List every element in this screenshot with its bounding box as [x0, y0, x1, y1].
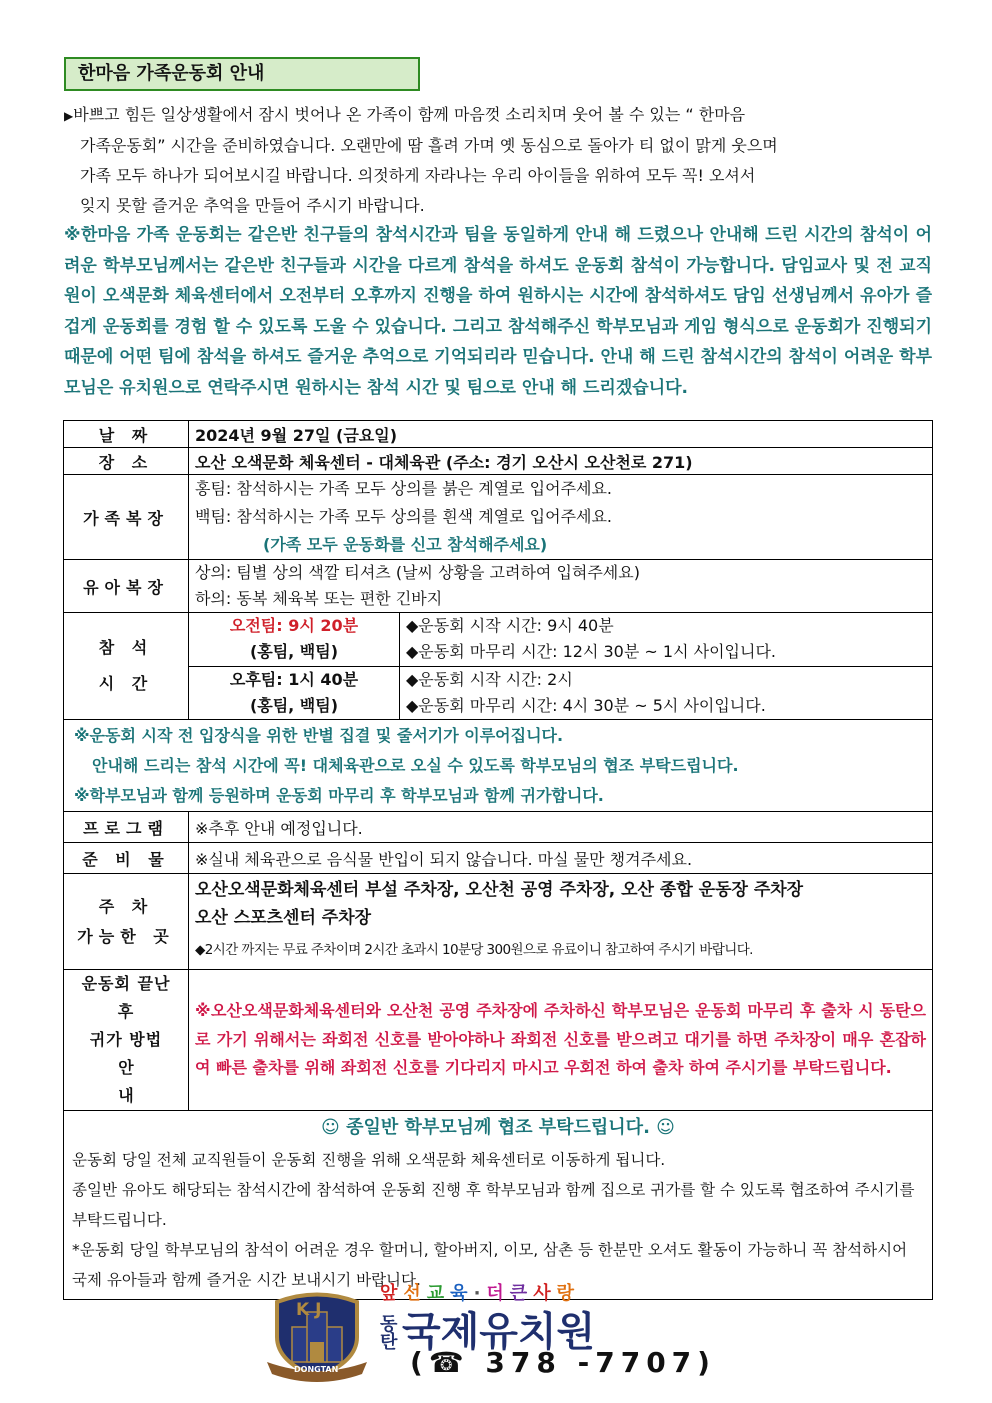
- attendance-note: ※한마음 가족 운동회는 같은반 친구들의 참석시간과 팀을 동일하게 안내 해 드렸으나 안내해 드린 시간의 참석이 어려운 학부모님께서는 같은반 친구들과 시간을 다르게 참석을 하셔도 운동회 참석이 가능합니다. 담임교사 및 전 교직원이 오색문화 체육센터에서 오전부터 오후까지 진행을 하여 원하시는 시간에 참석하셔도 담임 선생님께서 유아가 즐겁게 운동회를 경험 할 수 있도록 도울 수 있습니다. 그리고 참석해주신 학부모님과 게임 형식으로 운동회가 진행되기 때문에 어떤 팀에 참석을 하셔도 즐거운 추억으로 기억되리라 믿습니다. 안내 해 드린 참석시간의 참석이 어려운 학부모님은 유치원으로 연락주시면 원하시는 참석 시간 및 팀으로 안내 해 드리겠습니다.: [64, 225, 932, 398]
- slogan-char: 육: [450, 1283, 474, 1304]
- arrow-icon: ▶: [64, 109, 74, 123]
- notice-line-1: ※운동회 시작 전 입장식을 위한 반별 집결 및 줄서기가 이루어집니다.: [74, 725, 564, 745]
- kindergarten-name: 동 탄 국제유치원: [380, 1309, 596, 1355]
- pm-start: ◆운동회 시작 시간: 2시: [406, 669, 573, 689]
- intro-paragraph: [64, 100, 932, 221]
- parking-label: 주 차 가능한 곳: [64, 874, 189, 970]
- slogan-char: 더: [486, 1283, 510, 1304]
- slogan-char: 선: [403, 1283, 427, 1304]
- slogan-char: 랑: [556, 1283, 580, 1304]
- intro-line-4: 잊지 못할 즐거운 추억을 만들어 주시기 바랍니다.: [80, 196, 425, 215]
- am-team: 오전팀: 9시 20분: [229, 616, 359, 636]
- parking-line-2: 오산 스포츠센터 주차장: [195, 907, 372, 928]
- daycare-line-1: 운동회 당일 전체 교직원들이 운동회 진행을 위해 오색문화 체육센터로 이동하게 됩니다.: [72, 1151, 666, 1169]
- notice-line-3: ※학부모님과 함께 등원하며 운동회 마무리 후 학부모님과 함께 귀가합니다.: [74, 785, 604, 805]
- date-value: 2024년 9월 27일 (금요일): [189, 421, 933, 448]
- daycare-line-2: 종일반 유아도 해당되는 참석시간에 참석하여 운동회 진행 후 학부모님과 함께 집으로 귀가를 할 수 있도록 협조하여 주시기를 부탁드립니다.: [72, 1181, 915, 1229]
- pm-team: 오후팀: 1시 40분: [229, 669, 359, 689]
- return-label: 운동회 끝난 후 귀가 방법 안 내: [64, 970, 189, 1111]
- return-guide: ※오산오색문화체육센터와 오산천 공영 주차장에 주차하신 학부모님은 운동회 마무리 후 출차 시 동탄으로 가기 위해서는 좌회전 신호를 받아야하나 좌회전 신호를 받으려고 대기를 하면 주차장이 매우 혼잡하여 빠른 출차를 위해 좌회전 신호를 기다리지 마시고 우회전 하여 출차 하여 주시기를 부탁드립니다.: [189, 970, 933, 1111]
- family-red-team: 홍팀: 참석하시는 가족 모두 상의를 붉은 계열로 입어주세요.: [195, 479, 613, 498]
- child-bottom: 하의: 동복 체육복 또는 편한 긴바지: [195, 589, 443, 608]
- parking-line-1: 오산오색문화체육센터 부설 주차장, 오산천 공영 주차장, 오산 종합 운동장 주차장: [195, 879, 804, 900]
- logo-letters: K J: [296, 1300, 322, 1320]
- slogan-char: ·: [473, 1283, 487, 1304]
- am-team-sub: (홍팀, 백팀): [249, 642, 339, 662]
- family-dress-note: (가족 모두 운동화를 신고 참석해주세요): [263, 535, 548, 554]
- program-label: 프로그램: [64, 812, 189, 843]
- page-title: 한마음 가족운동회 안내: [64, 57, 420, 91]
- daycare-line-3: *운동회 당일 학부모님의 참석이 어려운 경우 할머니, 할아버지, 이모, 삼촌 등 한분만 오셔도 활동이 가능하니 꼭 참석하시어 국제 유아들과 함께 즐거운 시간 보내시기 바랍니다.: [72, 1241, 908, 1289]
- attend-time-grid: [189, 613, 932, 719]
- date-label: 날 짜: [64, 421, 189, 448]
- intro-line-3: 가족 모두 하나가 되어보시길 바랍니다. 의젓하게 자라나는 우리 아이들을 위하여 모두 꼭! 오셔서: [80, 166, 756, 185]
- slogan-char: 앞: [380, 1283, 404, 1304]
- parking-fee-note: ◆2시간 까지는 무료 주차이며 2시간 초과시 10분당 300원으로 유료이니 참고하여 주시기 바랍니다.: [195, 941, 753, 958]
- prep-label: 준 비 물: [64, 843, 189, 874]
- child-dress-label: 유아복장: [64, 560, 189, 613]
- program-value: ※추후 안내 예정입니다.: [189, 812, 933, 843]
- am-start: ◆운동회 시작 시간: 9시 40분: [406, 616, 614, 636]
- slogan-char: 큰: [509, 1283, 534, 1304]
- phone-number: (☎ 378 -7707): [410, 1346, 716, 1379]
- logo-ribbon: DONGTAN: [294, 1365, 339, 1374]
- prep-value: ※실내 체육관으로 음식물 반입이 되지 않습니다. 마실 물만 챙겨주세요.: [189, 843, 933, 874]
- daycare-title: ☺ 종일반 학부모님께 협조 부탁드립니다. ☺: [321, 1117, 675, 1138]
- intro-line-2: 가족운동회” 시간을 준비하였습니다. 오랜만에 땀 흘려 가며 옛 동심으로 돌아가 티 없이 맑게 웃으며: [80, 136, 778, 155]
- attend-time-label: 참 석 시 간: [64, 613, 189, 720]
- child-top: 상의: 팀별 상의 색깔 티셔츠 (날씨 상황을 고려하여 입혀주세요): [195, 563, 640, 582]
- place-label: 장 소: [64, 448, 189, 475]
- pm-team-sub: (홍팀, 백팀): [249, 695, 339, 715]
- place-value: 오산 오색문화 체육센터 - 대체육관 (주소: 경기 오산시 오산천로 271): [189, 448, 933, 475]
- family-dress-label: 가족복장: [64, 475, 189, 560]
- intro-line-1: ▶바쁘고 힘든 일상생활에서 잠시 벗어나 온 가족이 함께 마음껏 소리치며 웃어 볼 수 있는 “ 한마음: [64, 105, 746, 124]
- family-white-team: 백팀: 참석하시는 가족 모두 상의를 흰색 계열로 입어주세요.: [195, 507, 613, 526]
- pm-end: ◆운동회 마무리 시간: 4시 30분 ~ 5시 사이입니다.: [406, 695, 766, 715]
- notice-line-2: 안내해 드리는 참석 시간에 꼭! 대체육관으로 오실 수 있도록 학부모님의 협조 부탁드립니다.: [92, 755, 739, 775]
- event-info-table: [63, 420, 933, 1300]
- am-end: ◆운동회 마무리 시간: 12시 30분 ~ 1시 사이입니다.: [406, 642, 776, 662]
- slogan-char: 사: [533, 1283, 557, 1304]
- slogan-char: 교: [426, 1283, 451, 1304]
